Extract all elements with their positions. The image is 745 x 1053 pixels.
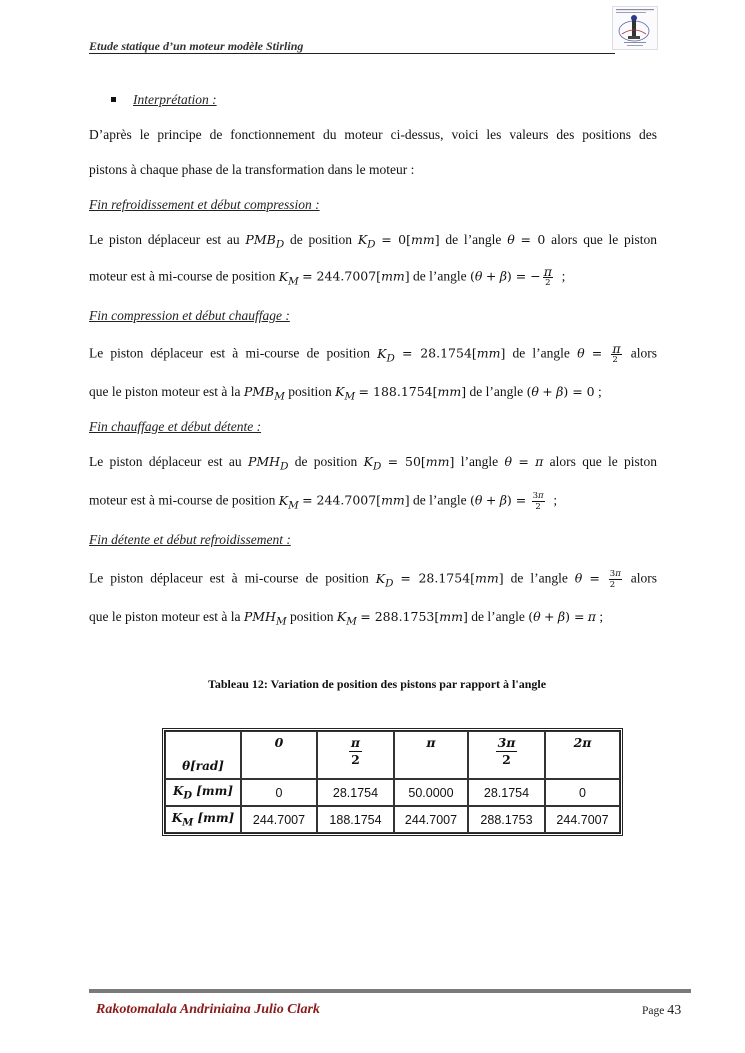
page-number — [642, 1003, 681, 1019]
table-cell: 0 — [241, 779, 317, 806]
table-row — [165, 779, 620, 806]
table-header-angle: $\frac{\pi}{2}$ — [317, 731, 394, 779]
table-cell: 0 — [545, 779, 620, 806]
table-cell: 244.7007 — [241, 806, 317, 833]
footer-author: Rakotomalala Andriniaina Julio Clark — [96, 1002, 320, 1017]
phase-km-line: que le piston moteur est à la $PMH_M$ position $K_M = 288.1753[mm]$ de l’angle (θ + β) = π ; — [89, 609, 604, 628]
header-rule — [89, 53, 615, 54]
phase-title: Fin détente et début refroidissement : — [89, 532, 291, 547]
table-header-row — [165, 731, 620, 779]
page-label: Page — [642, 1005, 665, 1017]
table-header-angle: 0 — [241, 731, 317, 779]
phase-title: Fin chauffage et début détente : — [89, 419, 262, 434]
page-number-value: 43 — [667, 1003, 682, 1018]
phase-km-line: que le piston moteur est à la $PMB_M$ position $K_M = 188.1754[mm]$ de l’angle (θ + β) = 0 ; — [89, 384, 602, 403]
phase-title: Fin compression et début chauffage : — [89, 308, 290, 323]
table-header-label: θ[rad] — [165, 731, 241, 779]
table-header-angle: π — [394, 731, 468, 779]
table-cell: 188.1754 — [317, 806, 394, 833]
table-cell: 244.7007 — [545, 806, 620, 833]
table-row-label: $K_D$ [mm] — [165, 779, 241, 806]
table-cell: 50.0000 — [394, 779, 468, 806]
intro-line-1: D’après le principe de fonctionnement du moteur ci-dessus, voici les valeurs des positions des — [89, 127, 657, 142]
table-cell: 288.1753 — [468, 806, 545, 833]
table-row — [165, 806, 620, 833]
phase-kd-line: Le piston déplaceur est à mi-course de position $K_D = 28.1754[mm]$ de l’angle θ = $\frac{3\pi}{2}$ alors — [89, 569, 658, 590]
phase-kd-line: Le piston déplaceur est au $PMB_D$ de position $K_D = 0[mm]$ de l’angle θ = 0 alors que le piston — [89, 232, 658, 251]
table-cell: 28.1754 — [468, 779, 545, 806]
table-row-label: $K_M$ [mm] — [165, 806, 241, 833]
bullet-square-icon — [111, 97, 116, 102]
running-header-title: Etude statique d’un moteur modèle Stirling — [89, 39, 304, 53]
phase-km-line: moteur est à mi-course de position $K_M = 244.7007[mm]$ de l’angle (θ + β) = − $\frac{\pi}{2}$ ; — [89, 264, 566, 288]
table-caption: Tableau 12: Variation de position des pistons par rapport à l'angle — [207, 677, 547, 691]
table-header-angle: 2π — [545, 731, 620, 779]
phase-kd-line: Le piston déplaceur est à mi-course de position $K_D = 28.1754[mm]$ de l’angle θ = $\frac{\pi}{2}$ alors — [89, 341, 658, 365]
phase-kd-line: Le piston déplaceur est au $PMH_D$ de position $K_D = 50[mm]$ l’angle θ = π alors que le piston — [89, 454, 658, 473]
position-table — [162, 728, 623, 836]
intro-line-2: pistons à chaque phase de la transformation dans le moteur : — [89, 162, 415, 177]
university-logo-icon — [612, 6, 658, 50]
phase-title: Fin refroidissement et début compression : — [89, 197, 320, 212]
phase-km-line: moteur est à mi-course de position $K_M = 244.7007[mm]$ de l’angle (θ + β) = $\frac{3\pi}{2}$ ; — [89, 491, 558, 512]
footer-rule — [89, 989, 691, 993]
table-cell: 244.7007 — [394, 806, 468, 833]
section-heading: Interprétation : — [133, 92, 217, 107]
table-header-angle: $\frac{3\pi}{2}$ — [468, 731, 545, 779]
table-cell: 28.1754 — [317, 779, 394, 806]
